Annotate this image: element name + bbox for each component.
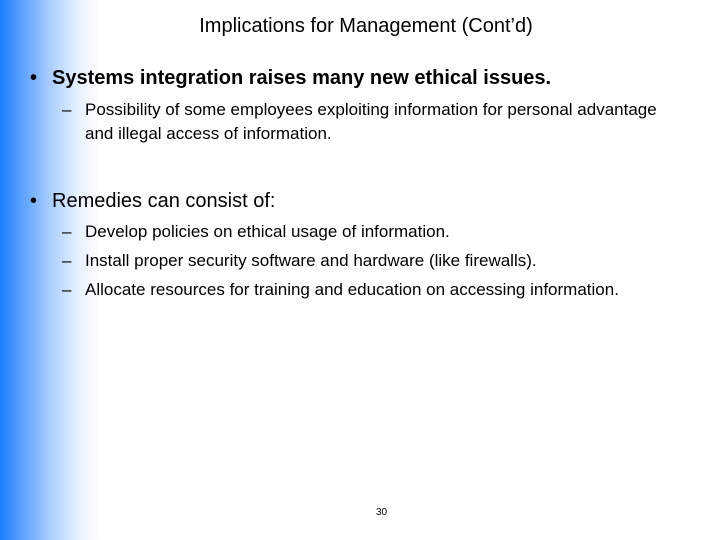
bullet-marker: •: [30, 67, 38, 89]
dash-marker: –: [62, 251, 72, 270]
sub-item-text: Possibility of some employees exploiting information for personal advantage and illegal access of information.: [85, 100, 657, 143]
dash-marker: –: [62, 222, 72, 241]
bullet-text: Remedies can consist of:: [52, 190, 276, 212]
sub-item-text: Install proper security software and hardware (like firewalls).: [85, 251, 537, 270]
bullet-text: Systems integration raises many new ethical issues.: [52, 67, 552, 89]
bullet-marker: •: [30, 190, 38, 212]
slide-title: Implications for Management (Cont’d): [199, 15, 533, 37]
page-number: 30: [376, 507, 388, 518]
dash-marker: –: [62, 280, 72, 299]
sub-item-text: Develop policies on ethical usage of information.: [85, 222, 450, 241]
dash-marker: –: [62, 100, 72, 119]
sub-item-text: Allocate resources for training and education on accessing information.: [85, 280, 619, 299]
